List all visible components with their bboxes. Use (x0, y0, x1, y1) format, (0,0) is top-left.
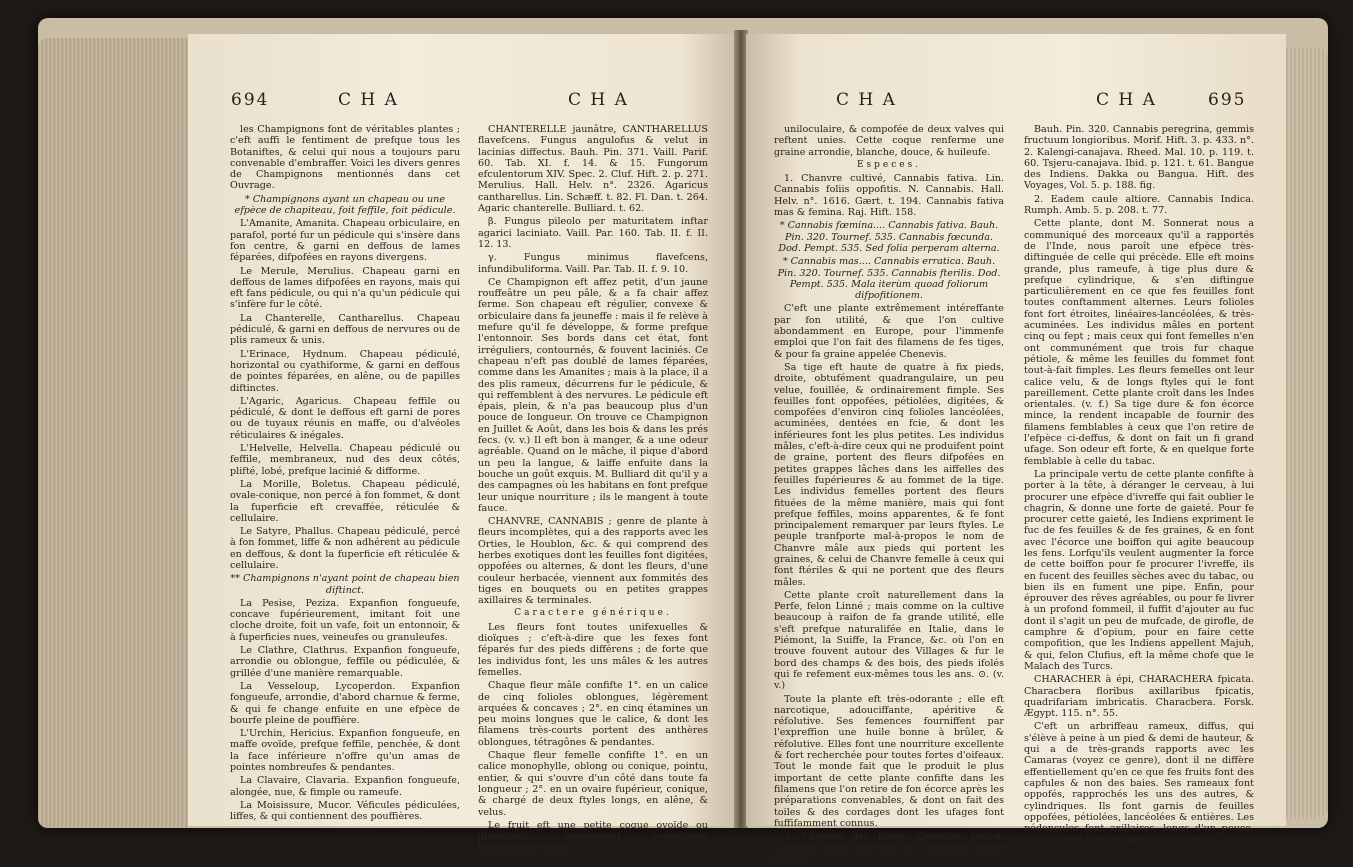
paragraph: L'Agaric, Agaricus. Chapeau feffile ou pédiculé, & dont le deffous eft garni de pores ou de tuyaux réunis en maffe, ou d'alvéoles réticulaires & inégales. (230, 395, 460, 441)
paragraph: 1. Chanvre cultivé, Cannabis fativa. Lin. Cannabis foliis oppofitis. N. Cannabis. Hall. Helv. n°. 1616. Gært. t. 194. Cannabis fativa mas & femina. Raj. Hift. 158. (774, 173, 1004, 219)
left-column-1 (230, 124, 460, 825)
paragraph: * Champignons ayant un chapeau ou une efpèce de chapiteau, foit feffile, foit pédicule. (234, 193, 456, 217)
paragraph: L'Amanite, Amanita. Chapeau orbiculaire, en parafol, porté fur un pédicule qui s'insère dans fon centre, & garni en deffous de lames féparées, difpofées en rayons divergens. (230, 218, 460, 264)
paragraph: Chaque fleur femelle confifte 1°. en un calice monophylle, oblong ou conique, pointu, entier, & qui s'ouvre d'un côté dans toute fa longueur ; 2°. en un ovaire fupérieur, conique, & chargé de deux ftyles longs, en alêne, & velus. (478, 750, 708, 818)
paragraph: γ. Fungus minimus flavefcens, infundibuliforma. Vaill. Par. Tab. II. f. 9. 10. (478, 252, 708, 275)
open-book (38, 18, 1328, 865)
paragraph: La Morille, Boletus. Chapeau pédiculé, ovale-conique, non percé à fon fommet, & dont la fuperficie eft crevaffée, réticulée & cellulaire. (230, 478, 460, 524)
paragraph: CHANVRE, CANNABIS ; genre de plante à fleurs incomplètes, qui a des rapports avec les Orties, le Houblon, &c. & qui comprend des herbes exotiques dont les feuilles font digitées, oppofées ou alternes, & dont les fleurs, d'une couleur herbacée, viennent aux fommités des tiges en bouquets ou en petites grappes axillaires & terminales. (478, 516, 708, 607)
paragraph: Caractere générique. (514, 608, 672, 619)
header-right-word-2: C H A (1096, 90, 1157, 110)
paragraph: La Clavaire, Clavaria. Expanfion fongueufe, alongée, nue, & fimple ou rameufe. (230, 775, 460, 798)
left-page-stack-edge (38, 38, 188, 828)
paragraph: L'Helvelle, Helvella. Chapeau pédiculé ou feffile, membraneux, nud des deux côtés, plifté, lobé, prefque lacinié & difforme. (230, 443, 460, 477)
right-column-1 (774, 124, 1004, 867)
paragraph: Le Satyre, Phallus. Chapeau pédiculé, percé à fon fommet, liffe & non adhérent au pédicule en deffous, & dont la fuperficie eft réticulée & cellulaire. (230, 526, 460, 571)
right-page (746, 34, 1286, 865)
paragraph: La Vesseloup, Lycoperdon. Expanfion fongueufe, arrondie, d'abord charnue & ferme, & qui fe change enfuite en une efpèce de bourfe pleine de pouffière. (230, 680, 460, 726)
paragraph: 2. Chanvre des Indes, Cannabis Indica. Cannabis foliis alternis. N. Cannabis fimilis exotica. (774, 831, 1004, 865)
paragraph: Les fleurs font toutes unifexuelles & dioïques ; c'eft-à-dire que les fexes font féparés fur des pieds différens ; de forte que les individus font, les uns mâles & les autres femelles. (478, 621, 708, 678)
paragraph: C'eft un arbriffeau rameux, diffus, qui s'élève à peine à un pied & demi de hauteur, & qui a de très-grands rapports avec les Camaras (voyez ce genre), dont il ne diffère effentiellement qu'en ce que fes fruits font des capfules & non des baies. Ses rameaux font oppofés, rapprochés les uns des autres, & cylindriques. Ils font garnis de feuilles oppofées, pétiolées, lancéolées & entières. Les pédoncules font axillaires, longs d'un pouce, épaiffis vers leur fommet, & chargés (1024, 721, 1254, 846)
paragraph: La Moisissure, Mucor. Véficules pédiculées, liffes, & qui contiennent des pouffières. (230, 799, 460, 823)
paragraph: L'Urchin, Hericius. Expanfion fongueufe, en maffe ovoïde, prefque feffile, penchée, & dont la face inférieure n'offre qu'un amas de pointes nombreufes & pendantes. (230, 728, 460, 774)
paragraph: Toute la plante eft très-odorante ; elle eft narcotique, adouciffante, apéritive & réfolutive. Ses femences fourniffent par l'expreffion une huile bonne à brûler, & réfolutive. Elles font une nourriture excellente & fort recherchée pour toutes fortes d'oifeaux. Tout le monde fait que le produit le plus important de cette plante confifte dans les filamens que l'on retire de fon écorce après les préparations convenables, & dont on fait des toiles & des cordages dont les ufages font fuffifamment connus. (774, 693, 1004, 829)
left-page (188, 34, 736, 854)
paragraph: Sa tige eft haute de quatre à fix pieds, droite, obtufément quadrangulaire, un peu velue, fouillée, & ordinairement fimple. Ses feuilles font oppofées, pétiolées, digitées, & compofées d'environ cinq folioles lancéolées, acuminées, dentées en fcie, & dont les inférieures font les plus petites. Les individus mâles, c'eft-à-dire ceux qui ne produifent point de graine, portent des fleurs difpofées en petites grappes lâches dans les aiffelles des feuilles fupérieures & au fommet de la tige. Les individus femelles portent des fleurs fituées de la même manière, mais qui font prefque feffiles, moins apparentes, & fe font principalement remarquer par leurs ftyles. Le peuple tranfporte mal-à-propos le nom de Chanvre mâle aux pieds qui portent les graines, & celui de Chanvre femelle à ceux qui font ftériles & qui ne portent que des fleurs mâles. (774, 361, 1004, 588)
paragraph: L'Erinace, Hydnum. Chapeau pédiculé, horizontal ou cyathiforme, & garni en deffous de pointes féparées, en alêne, ou de papilles diftinctes. (230, 348, 460, 394)
paragraph: Bauh. Pin. 320. Cannabis peregrina, gemmis fructuum longioribus. Morif. Hift. 3. p. 433. n°. 2. Kalengi-canajava. Rheed. Mal. 10. p. 119. t. 60. Tsjeru-canajava. Ibid. p. 121. t. 61. Bangue des Indiens. Dakka ou Bangua. Hift. des Voyages, Vol. 5. p. 188. fig. (1024, 124, 1254, 192)
header-left-word-1: C H A (338, 90, 399, 110)
right-page-header (746, 90, 1286, 116)
paragraph: CHARACHER à épi, CHARACHERA fpicata. Characbera floribus axillaribus fpicatis, quadrifariam imbricatis. Characbera. Forsk. Ægypt. 115. n°. 55. (1024, 674, 1254, 720)
paragraph: les Champignons font de véritables plantes ; c'eft auffi le fentiment de prefque tous les Botaniftes, & celui qui nous a toujours paru convenable d'embraffer. Voici les divers genres de Champignons mentionnés dans cet Ouvrage. (230, 124, 460, 192)
header-left-word-2: C H A (568, 90, 629, 110)
paragraph: CHANTERELLE jaunâtre, CANTHARELLUS flavefcens. Fungus angulofus & velut in lacinias diffectus. Bauh. Pin. 371. Vaill. Parif. 60. Tab. XI. f. 14. & 15. Fungorum efculentorum XIV. Spec. 2. Cluf. Hift. 2. p. 271. Merulius. Hall. Helv. n°. 2326. Agaricus cantharellus. Lin. Schæff. t. 82. Fl. Dan. t. 264. Agaric chanterelle. Bulliard. t. 62. (478, 124, 708, 215)
paragraph: 2. Eadem caule altiore. Cannabis Indica. Rumph. Amb. 5. p. 208. t. 77. (1024, 193, 1254, 217)
paragraph: La Pesise, Peziza. Expanfion fongueufe, concave fupérieurement, imitant foit une cloche droite, foit un vafe, foit un entonnoir, & à fuperficies nues, veineufes ou granuleufes. (230, 597, 460, 643)
paragraph: Cette plante, dont M. Sonnerat nous a communiqué des morceaux qu'il a rapportés de l'Inde, nous paroît une efpèce très-diftinguée de celle qui précède. Elle eft moins grande, plus rameufe, à tige plus dure & prefque cylindrique, & s'en diftingue particulièrement en ce que fes feuilles font toutes conftamment alternes. Leurs folioles font fort étroites, linéaires-lancéolées, & très-acuminées. Les individus mâles en portent cinq ou fept ; mais ceux qui font femelles n'en ont communément que trois fur chaque pétiole, & même les feuilles du fommet font tout-à-fait fimples. Les fleurs femelles ont leur calice velu, & de longs ftyles qui le font pareillement. Cette plante croît dans les Indes orientales. (v. f.) Sa tige dure & fon écorce mince, la rendent incapable de fournir des filamens femblables à ceux que l'on retire de l'efpèce ci-deffus, & dont on fait un fi grand ufage. Son odeur eft forte, & en quelque forte femblable à celle du tabac. (1024, 218, 1254, 467)
paragraph: * Cannabis mas.... Cannabis erratica. Bauh. Pin. 320. Tournef. 535. Cannabis fterilis. Dod. Pempt. 535. Mala iterùm quoad foliorum difpofitionem. (777, 256, 1001, 302)
left-page-header (188, 90, 736, 116)
paragraph: * Cannabis fœmina.... Cannabis fativa. Bauh. Pin. 320. Tournef. 535. Cannabis fœcunda. Dod. Pempt. 535. Sed folia perperam alterna. (778, 220, 1000, 254)
paragraph: Ce Champignon eft affez petit, d'un jaune rouffeâtre un peu pâle, & a fa chair affez ferme. Son chapeau eft régulier, convexe & orbiculaire dans fa jeuneffe : mais il fe relève à mefure qu'il fe développe, & forme prefque l'entonnoir. Ses bords dans cet état, font irréguliers, contournés, & fouvent laciniés. Ce chapeau n'eft pas doublé de lames féparées, comme dans les Amanites ; mais à la place, il a des plis rameux, décurrens fur le pédicule, & qui reffemblent à des nervures. Le pédicule eft épais, plein, & n'a pas beaucoup plus d'un pouce de longueur. On trouve ce Champignon en Juillet & Août, dans les bois & dans les prés fecs. (v. v.) Il eft bon à manger, & a une odeur agréable. Quand on le mâche, il pique d'abord un peu la langue, & laiffe enfuite dans la bouche un goût exquis. M. Bulliard dit qu'il y a des campagnes où les habitans en font prefque leur unique nourriture ; ils le mangent à toute fauce. (478, 276, 708, 514)
header-right-word-1: C H A (836, 90, 897, 110)
paragraph: Le fruit eft une petite coque ovoïde ou globuleufe, légèrement comprimée latéralement, liffe, (478, 819, 708, 854)
paragraph: La principale vertu de cette plante confifte à porter à la tête, à déranger le cerveau, à lui procurer une efpèce d'ivreffe qui fait oublier le chagrin, & donne une forte de gaieté. Pour fe procurer cette gaieté, les Indiens expriment le fuc de fes feuilles & de fes graines, & en font avec l'écorce une boiffon qui agite beaucoup les fens. Lorfqu'ils veulent augmenter la force de cette boiffon pour fe procurer l'ivreffe, ils en fucent des feuilles sèches avec du tabac, ou bien ils en fument une pipe. Enfin, pour éprouver des rêves agréables, ou pour fe livrer à un profond fommeil, il fuffit d'ajouter au fuc dont il s'agit un peu de mufcade, de girofle, de camphre & d'opium, pour en faire cette compofition, que les Indiens appellent Majuh, & qui, felon Clufius, eft la même chofe que le Malach des Turcs. (1024, 468, 1254, 672)
paragraph: Le Merule, Merulius. Chapeau garni en deffous de lames difpofées en rayons, mais qui eft fans pédicule, ou qui n'a qu'un pédicule qui s'infère fur le côté. (230, 265, 460, 311)
paragraph: Chaque fleur mâle confifte 1°. en un calice de cinq folioles oblongues, légèrement arquées & concaves ; 2°. en cinq étamines un peu moins longues que le calice, & dont les filamens très-courts portent des anthères oblongues, tétragônes & pendantes. (478, 680, 708, 748)
paragraph: La Chanterelle, Cantharellus. Chapeau pédiculé, & garni en deffous de nervures ou de plis rameux & unis. (230, 312, 460, 347)
paragraph: Le Clathre, Clathrus. Expanfion fongueufe, arrondie ou oblongue, feffile ou pédiculée, & grillée d'une manière remarquable. (230, 645, 460, 679)
page-number-left: 694 (231, 90, 270, 110)
page-number-right: 695 (1208, 90, 1247, 110)
paragraph: uniloculaire, & compofée de deux valves qui reftent unies. Cette coque renferme une graine arrondie, blanche, douce, & huileufe. (774, 124, 1004, 158)
paragraph: Especes. (856, 159, 922, 170)
paragraph: C'eft une plante extrêmement intéreffante par fon utilité, & que l'on cultive abondamment en Europe, pour l'immenfe emploi que l'on fait des filamens de fes tiges, & pour fa graine appelée Chenevis. (774, 303, 1004, 360)
paragraph: β. Fungus pileolo per maturitatem inftar agarici laciniato. Vaill. Par. 160. Tab. II. f. II. 12. 13. (478, 216, 708, 250)
paragraph: Cette plante croît naturellement dans la Perfe, felon Linné ; mais comme on la cultive beaucoup à raifon de fa grande utilité, elle s'eft prefque naturalifée en Italie, dans le Piémont, la Suiffe, la France, &c. où l'on en trouve fouvent autour des Villages & fur le bord des champs & des bois, des pieds ifolés qui fe refement eux-mêmes tous les ans. ⊙. (v. v.) (774, 589, 1004, 692)
right-column-2 (1024, 124, 1254, 848)
right-page-stack-edge (1283, 48, 1328, 818)
paragraph: ** Champignons n'ayant point de chapeau bien diftinct. (230, 573, 460, 596)
left-column-2 (478, 124, 708, 856)
